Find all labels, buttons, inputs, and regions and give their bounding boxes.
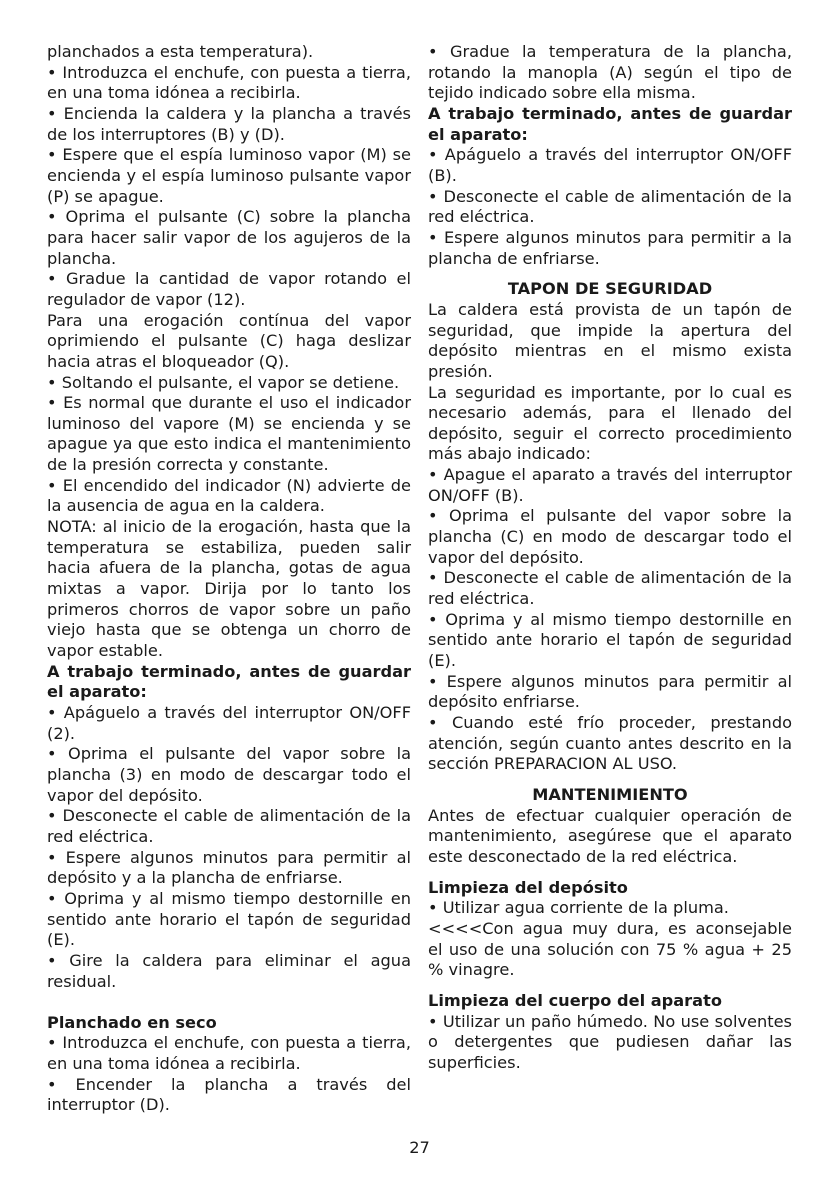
paragraph: • Oprima y al mismo tiempo destornille en sentido ante horario el tapón de seguridad (E). [47,888,411,950]
right-column [428,42,792,1074]
paragraph: • Encienda la caldera y la plancha a través de los interruptores (B) y (D). [47,103,411,144]
section-title: MANTENIMIENTO [532,784,688,804]
note-paragraph: NOTA: al inicio de la erogación, hasta que la temperatura se estabiliza, pueden salir hacia afuera de la plancha, gotas de agua mixtas a vapor. Dirija por lo tanto los primeros chorros de vapor sobre un paño viejo hasta que se obtenga un chorro de vapor estable. [47,517,411,661]
page-number: 27 [409,1138,430,1157]
paragraph: • Introduzca el enchufe, con puesta a tierra, en una toma idónea a recibirla. [47,1033,411,1074]
paragraph: • Gradue la temperatura de la plancha, rotando la manopla (A) según el tipo de tejido indicado sobre ella misma. [428,42,792,103]
section-heading: Limpieza del depósito [428,877,628,897]
paragraph: • Desconecte el cable de alimentación de la red eléctrica. [428,568,792,609]
paragraph: La seguridad es importante, por lo cual es necesario además, para el llenado del depósito, seguir el correcto procedimiento más abajo indicado: [428,382,792,464]
paragraph: • Oprima el pulsante del vapor sobre la plancha (C) en modo de descargar todo el vapor del depósito. [428,506,792,567]
paragraph: • Gradue la cantidad de vapor rotando el regulador de vapor (12). [47,269,411,309]
paragraph: • El encendido del indicador (N) advierte de la ausencia de agua en la caldera. [47,475,411,516]
paragraph: • Utilizar un paño húmedo. No use solventes o detergentes que pudiesen dañar las superficies. [428,1011,792,1072]
paragraph: • Espere algunos minutos para permitir al depósito enfriarse. [428,671,792,712]
paragraph: • Oprima y al mismo tiempo destornille en sentido ante horario el tapón de seguridad (E). [428,609,792,671]
section-heading: Planchado en seco [47,1012,217,1032]
paragraph: • Espere algunos minutos para permitir a la plancha de enfriarse. [428,227,792,268]
paragraph: • Desconecte el cable de alimentación de la red eléctrica. [47,806,411,846]
paragraph: • Gire la caldera para eliminar el agua residual. [47,950,411,991]
paragraph: • Oprima el pulsante del vapor sobre la plancha (3) en modo de descargar todo el vapor del depósito. [47,744,411,805]
paragraph: • Apáguelo a través del interruptor ON/OFF (2). [47,703,411,743]
paragraph: La caldera está provista de un tapón de seguridad, que impide la apertura del depósito mientras en el mismo exista presión. [428,299,792,381]
paragraph: Antes de efectuar cualquier operación de mantenimiento, asegúrese que el aparato este desconectado de la red eléctrica. [428,805,792,866]
paragraph: planchados a esta temperatura). [47,42,314,61]
section-heading: A trabajo terminado, antes de guardar el aparato: [47,661,411,702]
paragraph: • Espere algunos minutos para permitir al depósito y a la plancha de enfriarse. [47,847,411,888]
section-title: TAPON DE SEGURIDAD [507,279,713,299]
paragraph: • Apáguelo a través del interruptor ON/OFF (B). [428,145,792,185]
section-heading: Limpieza del cuerpo del aparato [428,990,722,1010]
paragraph: <<<<Con agua muy dura, es aconsejable el uso de una solución con 75 % agua + 25 % vinagre. [428,918,792,980]
paragraph: • Apague el aparato a través del interruptor ON/OFF (B). [428,465,792,505]
paragraph: • Oprima el pulsante (C) sobre la plancha para hacer salir vapor de los agujeros de la plancha. [47,207,411,268]
paragraph: Para una erogación contínua del vapor oprimiendo el pulsante (C) haga deslizar hacia atras el bloqueador (Q). [47,310,411,371]
paragraph: • Utilizar agua corriente de la pluma. [428,898,729,918]
paragraph: • Cuando esté frío proceder, prestando atención, según cuanto antes descrito en la sección PREPARACION AL USO. [428,713,792,774]
left-column [47,42,411,1116]
section-heading: A trabajo terminado, antes de guardar el aparato: [428,103,792,144]
paragraph: • Encender la plancha a través del interruptor (D). [47,1074,411,1115]
paragraph: • Introduzca el enchufe, con puesta a tierra, en una toma idónea a recibirla. [47,62,411,103]
paragraph: • Es normal que durante el uso el indicador luminoso del vapore (M) se encienda y se apague ya que esto indica el mantenimiento de la presión correcta y constante. [47,393,411,475]
paragraph: • Desconecte el cable de alimentación de la red eléctrica. [428,186,792,227]
paragraph: • Espere que el espía luminoso vapor (M) se encienda y el espía luminoso pulsante vapor (P) se apague. [47,145,411,206]
paragraph: • Soltando el pulsante, el vapor se detiene. [47,372,400,392]
